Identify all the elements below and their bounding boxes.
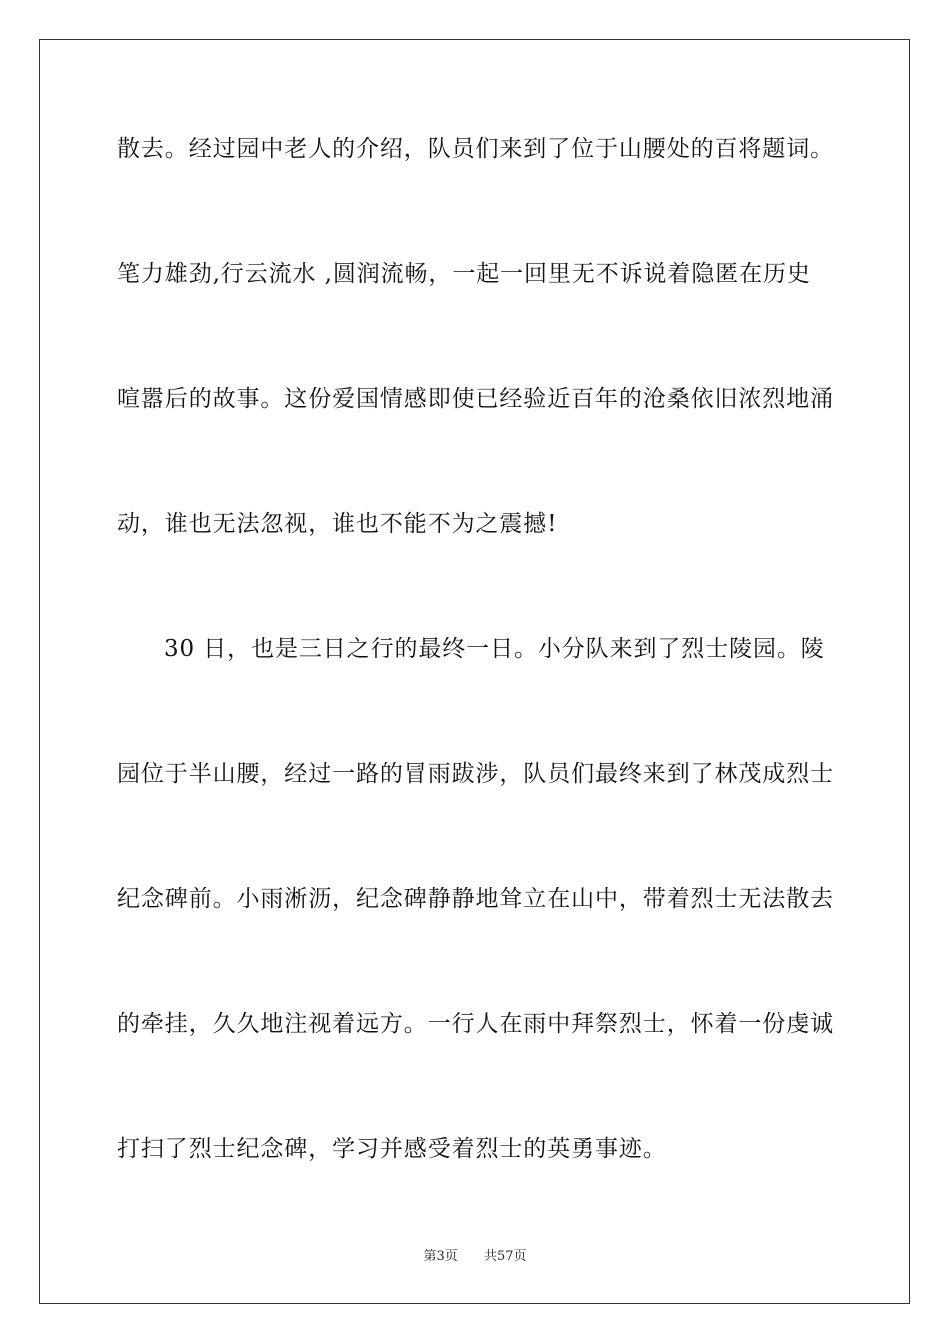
text-line-1: 散去。经过园中老人的介绍，队员们来到了位于山腰处的百将题词。: [117, 136, 834, 162]
paragraph-2-line-5: 打扫了烈士纪念碑，学习并感受着烈士的英勇事迹。: [117, 1136, 667, 1162]
text-line-3: 喧嚣后的故事。这份爱国情感即使已经验近百年的沧桑依旧浓烈地涌: [117, 386, 834, 412]
page-number-total: 共57页: [484, 1249, 527, 1264]
paragraph-2-line-2: 园位于半山腰，经过一路的冒雨跋涉，队员们最终来到了林茂成烈士: [117, 761, 834, 787]
text-line-4: 动，谁也无法忽视，谁也不能不为之震撼!: [117, 511, 558, 537]
paragraph-2-line-3: 纪念碑前。小雨淅沥，纪念碑静静地耸立在山中，带着烈士无法散去: [117, 886, 834, 912]
text-line-2: 笔力雄劲,行云流水 ,圆润流畅，一起一回里无不诉说着隐匿在历史: [117, 261, 811, 287]
paragraph-2-line-4: 的牵挂，久久地注视着远方。一行人在雨中拜祭烈士，怀着一份虔诚: [117, 1011, 834, 1037]
page-number-current: 第3页: [423, 1249, 458, 1264]
page-border: [39, 39, 910, 1304]
paragraph-2-line-1: 30 日，也是三日之行的最终一日。小分队来到了烈士陵园。陵: [164, 636, 825, 662]
page-footer: [0, 1248, 950, 1266]
